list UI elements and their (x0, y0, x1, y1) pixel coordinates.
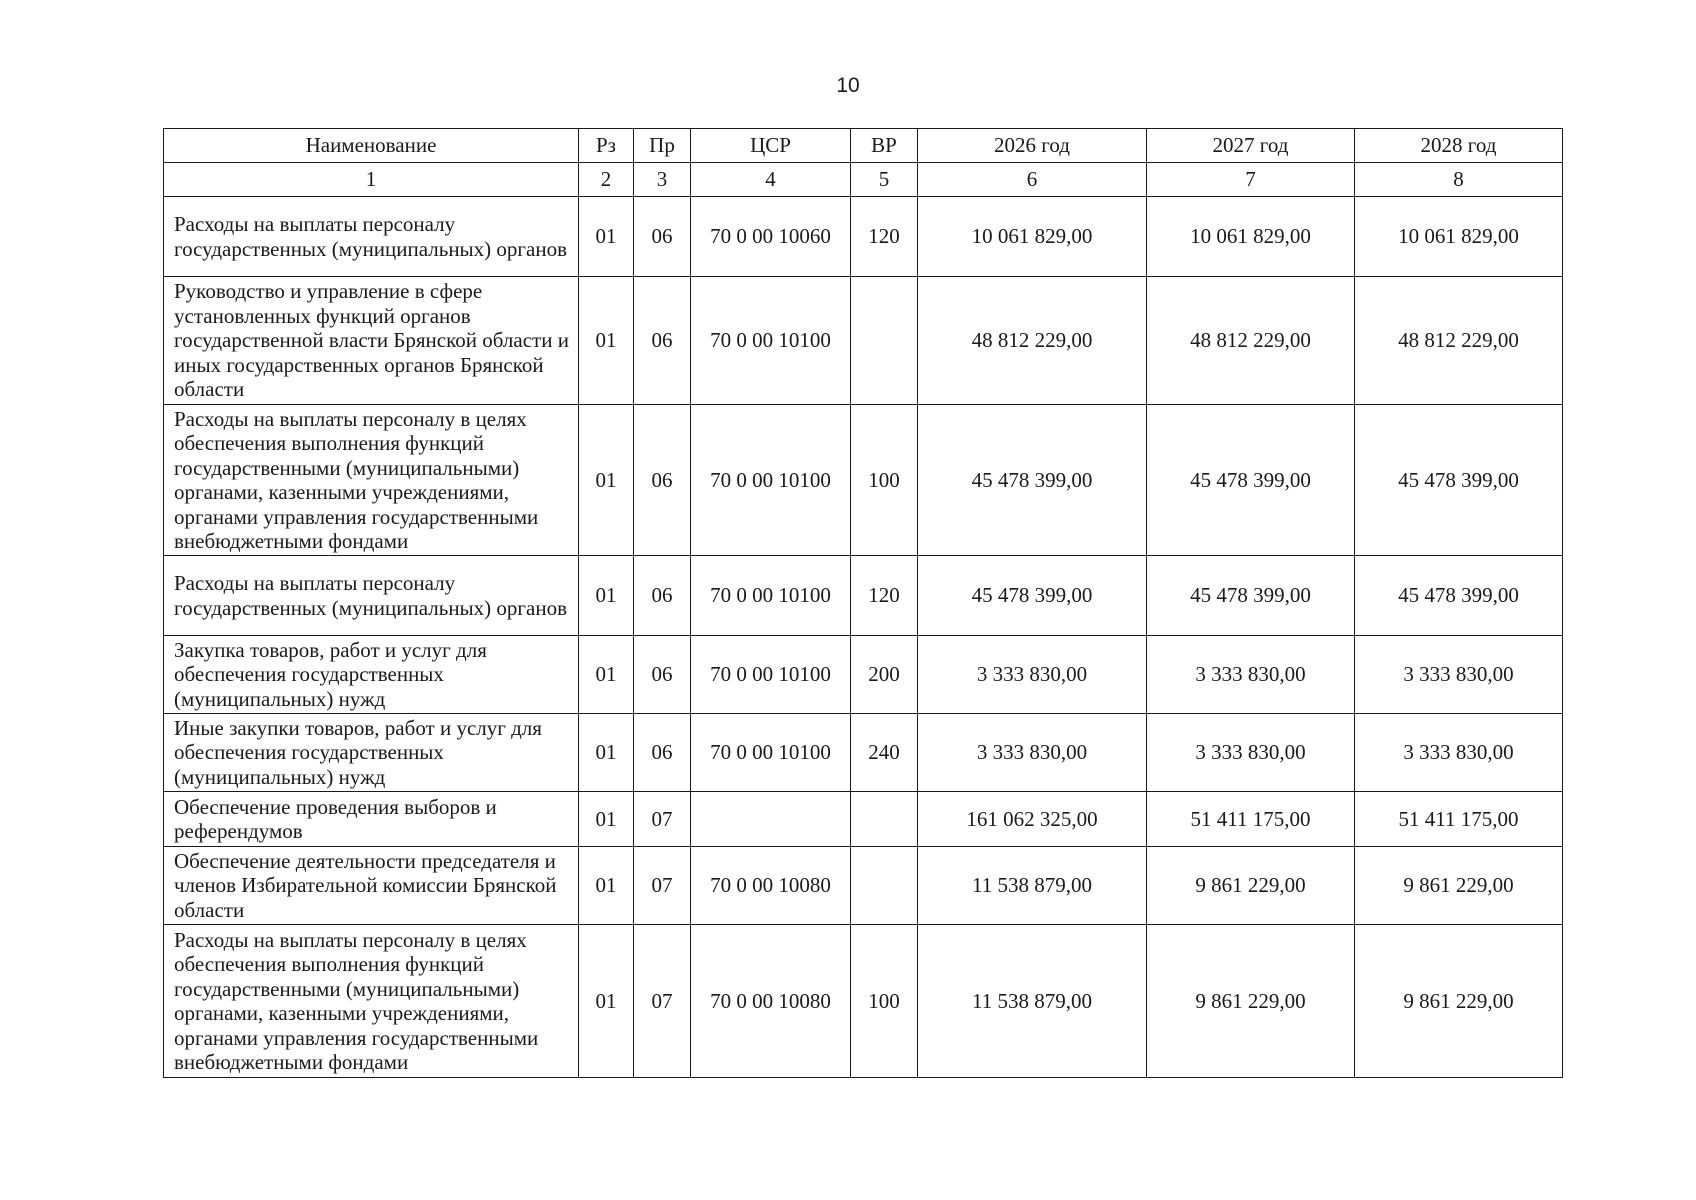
cell-name: Расходы на выплаты персоналу государственных (муниципальных) органов (164, 197, 579, 277)
cell-name: Расходы на выплаты персоналу в целях обеспечения выполнения функций государственными (муниципальными) органами, казенными учреждениями, органами управления государственными внебюджетными фондами (164, 405, 579, 556)
cell-2026: 3 333 830,00 (918, 714, 1147, 792)
table-row (164, 636, 1563, 714)
column-number: 6 (918, 163, 1147, 197)
cell-csr: 70 0 00 10100 (691, 556, 851, 636)
cell-name: Руководство и управление в сфере установленных функций органов государственной власти Брянской области и иных государственных органов Брянской области (164, 277, 579, 405)
cell-pr: 07 (634, 925, 691, 1078)
header-pr: Пр (634, 129, 691, 163)
cell-vr (851, 792, 918, 847)
cell-2028: 3 333 830,00 (1355, 636, 1563, 714)
cell-vr: 100 (851, 925, 918, 1078)
cell-rz: 01 (579, 277, 634, 405)
cell-pr: 06 (634, 714, 691, 792)
cell-csr (691, 792, 851, 847)
cell-pr: 06 (634, 197, 691, 277)
cell-2027: 48 812 229,00 (1147, 277, 1355, 405)
cell-pr: 07 (634, 847, 691, 925)
cell-vr: 120 (851, 197, 918, 277)
cell-2027: 9 861 229,00 (1147, 925, 1355, 1078)
cell-rz: 01 (579, 556, 634, 636)
cell-2026: 10 061 829,00 (918, 197, 1147, 277)
cell-2028: 48 812 229,00 (1355, 277, 1563, 405)
cell-2028: 45 478 399,00 (1355, 405, 1563, 556)
cell-2026: 161 062 325,00 (918, 792, 1147, 847)
table-row (164, 714, 1563, 792)
table-row (164, 556, 1563, 636)
cell-name: Расходы на выплаты персоналу в целях обеспечения выполнения функций государственными (муниципальными) органами, казенными учреждениями, органами управления государственными внебюджетными фондами (164, 925, 579, 1078)
cell-2026: 11 538 879,00 (918, 847, 1147, 925)
column-number-row (164, 163, 1563, 197)
header-2026: 2026 год (918, 129, 1147, 163)
cell-csr: 70 0 00 10100 (691, 277, 851, 405)
cell-csr: 70 0 00 10100 (691, 636, 851, 714)
cell-pr: 06 (634, 556, 691, 636)
cell-vr: 120 (851, 556, 918, 636)
cell-csr: 70 0 00 10100 (691, 714, 851, 792)
cell-name: Расходы на выплаты персоналу государственных (муниципальных) органов (164, 556, 579, 636)
cell-name: Закупка товаров, работ и услуг для обеспечения государственных (муниципальных) нужд (164, 636, 579, 714)
cell-rz: 01 (579, 925, 634, 1078)
cell-2026: 3 333 830,00 (918, 636, 1147, 714)
cell-2028: 3 333 830,00 (1355, 714, 1563, 792)
cell-vr: 100 (851, 405, 918, 556)
cell-2027: 45 478 399,00 (1147, 556, 1355, 636)
cell-rz: 01 (579, 714, 634, 792)
cell-pr: 06 (634, 636, 691, 714)
page-number: 10 (836, 74, 860, 97)
cell-2027: 45 478 399,00 (1147, 405, 1355, 556)
header-vr: ВР (851, 129, 918, 163)
cell-rz: 01 (579, 197, 634, 277)
cell-2028: 51 411 175,00 (1355, 792, 1563, 847)
table-row (164, 925, 1563, 1078)
cell-pr: 06 (634, 277, 691, 405)
cell-csr: 70 0 00 10060 (691, 197, 851, 277)
cell-vr: 200 (851, 636, 918, 714)
cell-vr (851, 277, 918, 405)
cell-rz: 01 (579, 847, 634, 925)
column-number: 8 (1355, 163, 1563, 197)
budget-table (163, 128, 1563, 1078)
cell-2027: 10 061 829,00 (1147, 197, 1355, 277)
cell-name: Обеспечение проведения выборов и референдумов (164, 792, 579, 847)
table-row (164, 277, 1563, 405)
cell-pr: 06 (634, 405, 691, 556)
table-row (164, 405, 1563, 556)
cell-csr: 70 0 00 10080 (691, 847, 851, 925)
table-row (164, 847, 1563, 925)
cell-2026: 45 478 399,00 (918, 405, 1147, 556)
cell-2028: 45 478 399,00 (1355, 556, 1563, 636)
cell-pr: 07 (634, 792, 691, 847)
column-number: 1 (164, 163, 579, 197)
column-number: 3 (634, 163, 691, 197)
cell-2028: 10 061 829,00 (1355, 197, 1563, 277)
column-number: 5 (851, 163, 918, 197)
column-number: 4 (691, 163, 851, 197)
table-row (164, 197, 1563, 277)
cell-2027: 3 333 830,00 (1147, 714, 1355, 792)
cell-2027: 3 333 830,00 (1147, 636, 1355, 714)
table-row (164, 792, 1563, 847)
header-row (164, 129, 1563, 163)
cell-name: Иные закупки товаров, работ и услуг для обеспечения государственных (муниципальных) нужд (164, 714, 579, 792)
cell-2026: 11 538 879,00 (918, 925, 1147, 1078)
column-number: 2 (579, 163, 634, 197)
cell-rz: 01 (579, 405, 634, 556)
header-2027: 2027 год (1147, 129, 1355, 163)
header-2028: 2028 год (1355, 129, 1563, 163)
cell-csr: 70 0 00 10080 (691, 925, 851, 1078)
cell-2028: 9 861 229,00 (1355, 925, 1563, 1078)
cell-vr: 240 (851, 714, 918, 792)
cell-2027: 9 861 229,00 (1147, 847, 1355, 925)
cell-2027: 51 411 175,00 (1147, 792, 1355, 847)
cell-2026: 48 812 229,00 (918, 277, 1147, 405)
header-name: Наименование (164, 129, 579, 163)
cell-2028: 9 861 229,00 (1355, 847, 1563, 925)
cell-2026: 45 478 399,00 (918, 556, 1147, 636)
header-rz: Рз (579, 129, 634, 163)
header-csr: ЦСР (691, 129, 851, 163)
column-number: 7 (1147, 163, 1355, 197)
cell-vr (851, 847, 918, 925)
cell-rz: 01 (579, 792, 634, 847)
cell-csr: 70 0 00 10100 (691, 405, 851, 556)
cell-name: Обеспечение деятельности председателя и членов Избирательной комиссии Брянской области (164, 847, 579, 925)
cell-rz: 01 (579, 636, 634, 714)
